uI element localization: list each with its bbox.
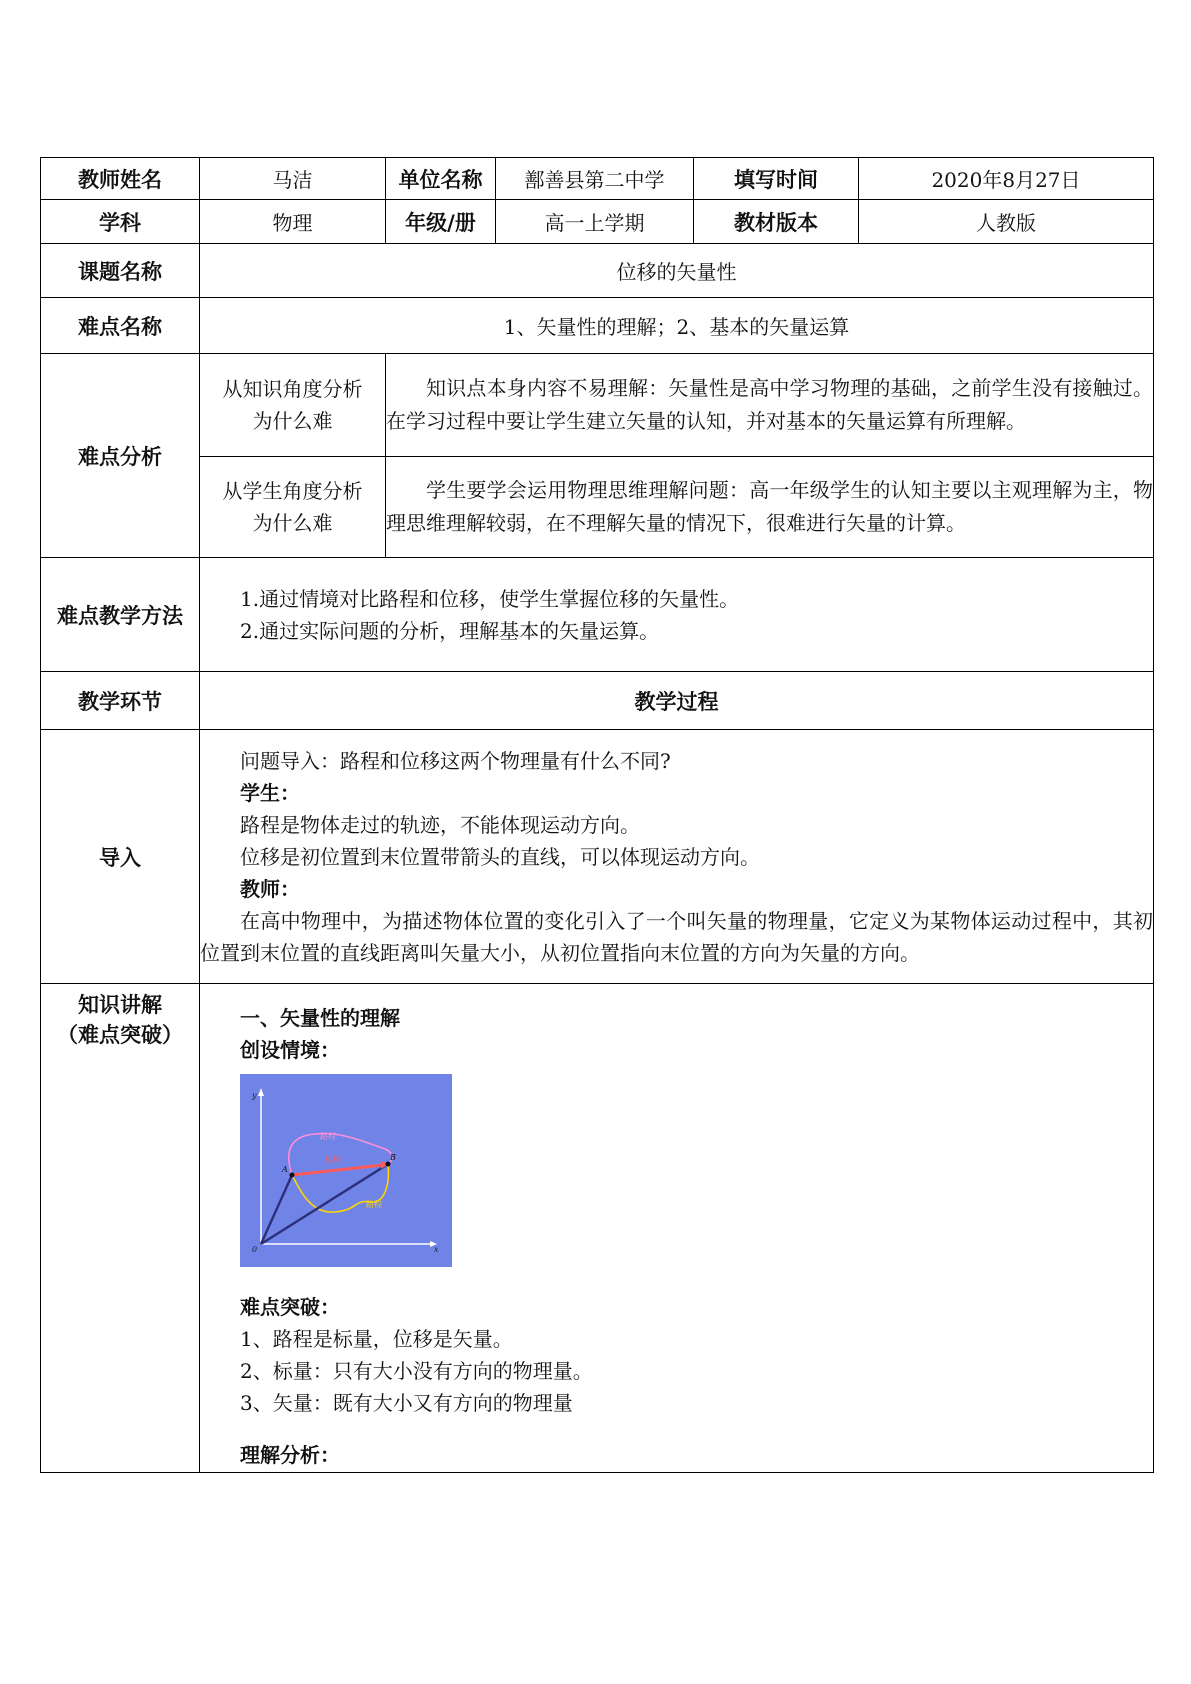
breakthrough-item-1: 1、路程是标量，位移是矢量。 [240,1327,513,1351]
intro-student-tag: 学生： [240,780,300,805]
intro-student-line-2: 位移是初位置到末位置带箭头的直线，可以体现运动方向。 [240,844,760,869]
method-item-2: 2.通过实际问题的分析，理解基本的矢量运算。 [240,618,660,643]
teacher-label: 教师姓名 [41,158,200,200]
intro-content [200,730,1154,984]
row-analysis-student [41,457,1154,558]
subject-value: 物理 [200,200,386,244]
analysis-label: 难点分析 [41,354,200,558]
row-knowledge [41,984,1154,1473]
method-label: 难点教学方法 [41,558,200,672]
row-subject [41,200,1154,244]
grade-label: 年级/册 [386,200,496,244]
section-1-title: 一、矢量性的理解 [240,1006,400,1030]
knowledge-angle-text [386,354,1154,457]
breakthrough-item-2: 2、标量：只有大小没有方向的物理量。 [240,1359,593,1383]
knowledge-angle-paragraph: 知识点本身内容不易理解：矢量性是高中学习物理的基础，之前学生没有接触过。在学习过程中要让学生建立矢量的认知，并对基本的矢量运算有所理解。 [386,376,1153,433]
row-analysis-knowledge [41,354,1154,457]
date-value: 2020年8月27日 [859,158,1154,200]
knowledge-label-line-2: （难点突破） [57,1023,183,1047]
process-label: 教学过程 [200,672,1154,730]
origin-label: 0 [252,1245,258,1254]
knowledge-content [200,984,1154,1473]
textbook-value: 人教版 [859,200,1154,244]
row-topic [41,244,1154,298]
student-angle-paragraph: 学生要学会运用物理思维理解问题：高一年级学生的认知主要以主观理解为主，物理思维理解较弱，在不理解矢量的情况下，很难进行矢量的计算。 [386,478,1153,535]
textbook-label: 教材版本 [694,200,859,244]
row-process-header [41,672,1154,730]
topic-label: 课题名称 [41,244,200,298]
method-content [200,558,1154,672]
point-b-dot [386,1162,391,1167]
knowledge-label [41,984,200,1473]
knowledge-label-line-1: 知识讲解 [78,993,162,1017]
point-a-label: A [282,1165,288,1174]
point-b-label: B [390,1153,396,1162]
intro-teacher-text: 在高中物理中，为描述物体位置的变化引入了一个叫矢量的物理量，它定义为某物体运动过程中，其初位置到末位置的直线距离叫矢量大小，从初位置指向末位置的方向为矢量的方向。 [200,908,1153,965]
intro-student-line-1: 路程是物体走过的轨迹，不能体现运动方向。 [240,812,640,837]
row-intro [41,730,1154,984]
upper-path-label: 路程 [320,1132,336,1141]
y-axis-label: y [252,1091,257,1100]
unit-value: 鄯善县第二中学 [496,158,694,200]
knowledge-angle-label: 从知识角度分析为什么难 [200,354,386,457]
teacher-value: 马洁 [200,158,386,200]
grade-value: 高一上学期 [496,200,694,244]
point-a-dot [290,1173,295,1178]
row-method [41,558,1154,672]
x-axis-label: x [434,1245,439,1254]
difficulty-label: 难点名称 [41,298,200,354]
topic-value: 位移的矢量性 [200,244,1154,298]
unit-label: 单位名称 [386,158,496,200]
process-step-label: 教学环节 [41,672,200,730]
row-teacher [41,158,1154,200]
displacement-label: 位移 [325,1155,341,1164]
row-difficulty [41,298,1154,354]
subject-label: 学科 [41,200,200,244]
lower-path-label: 路程 [366,1200,382,1209]
intro-label: 导入 [41,730,200,984]
intro-teacher-tag: 教师： [240,876,300,901]
breakthrough-label: 难点突破： [240,1295,340,1319]
student-angle-label: 从学生角度分析为什么难 [200,457,386,558]
path-vs-displacement-diagram [240,1074,452,1267]
difficulty-value: 1、矢量性的理解；2、基本的矢量运算 [200,298,1154,354]
breakthrough-item-3: 3、矢量：既有大小又有方向的物理量 [240,1391,573,1415]
intro-question: 问题导入：路程和位移这两个物理量有什么不同? [240,748,671,773]
method-item-1: 1.通过情境对比路程和位移，使学生掌握位移的矢量性。 [240,586,740,611]
date-label: 填写时间 [694,158,859,200]
lesson-plan-table [40,157,1154,1473]
analysis-section-label: 理解分析： [240,1443,340,1467]
scenario-label: 创设情境： [240,1038,340,1062]
student-angle-text [386,457,1154,558]
